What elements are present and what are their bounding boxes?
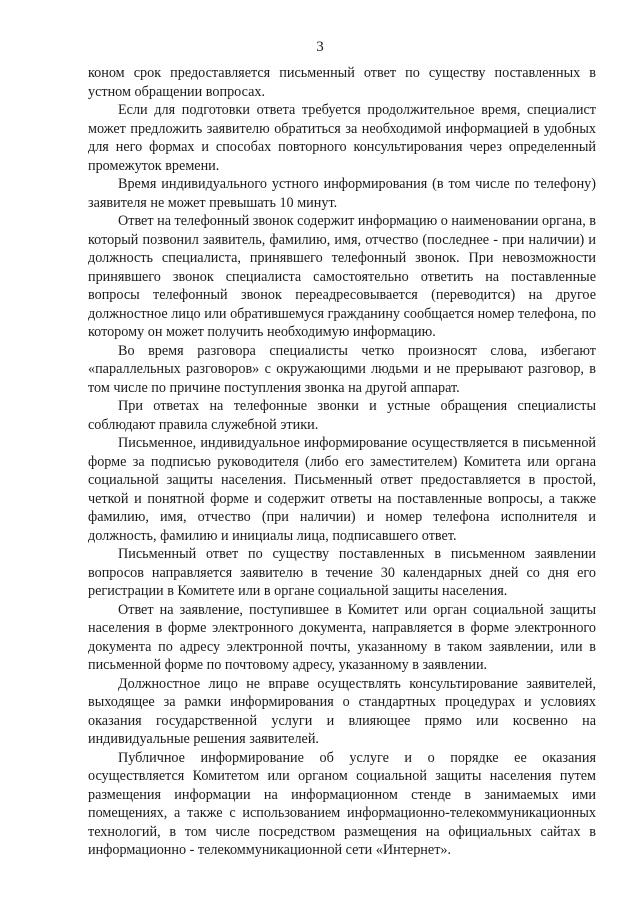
paragraph-11: Публичное информирование об услуге и о порядке ее оказания осуществляется Комитетом или органом социальной защиты населения путем размещения информации на информационном стенде в занимаемых ими помещениях, а также с использованием информационно-телекоммуникационных технологий, в том числе посредством размещения на официальных сайтах в информационно - телекоммуникационной сети «Интернет». (88, 749, 596, 858)
paragraph-8: Письменный ответ по существу поставленных в письменном заявлении вопросов направляется заявителю в течение 30 календарных дней со дня его регистрации в Комитете или в органе социальной защиты населения. (88, 546, 596, 599)
paragraph-9: Ответ на заявление, поступившее в Комитет или орган социальной защиты населения в форме электронного документа, направляется в форме электронного документа по адресу электронной почты, указанному в таком заявлении, или в письменной форме по почтовому адресу, указанному в заявлении. (88, 601, 596, 673)
page-number: 3 (316, 39, 324, 55)
paragraph-2: Если для подготовки ответа требуется продолжительное время, специалист может предложить заявителю обратиться за необходимой информацией в удобных для него формах и способах повторного консультирования через определенный промежуток времени. (88, 102, 596, 174)
document-body (88, 64, 596, 860)
paragraph-1: коном срок предоставляется письменный ответ по существу поставленных в устном обращении вопросах. (88, 65, 596, 100)
paragraph-10: Должностное лицо не вправе осуществлять консультирование заявителей, выходящее за рамки информирования о стандартных процедурах и условиях оказания государственной услуги и влияющее прямо или косвенно на индивидуальные решения заявителей. (88, 675, 596, 747)
paragraph-6: При ответах на телефонные звонки и устные обращения специалисты соблюдают правила служебной этики. (88, 398, 596, 433)
paragraph-3: Время индивидуального устного информирования (в том числе по телефону) заявителя не может превышать 10 минут. (88, 176, 596, 211)
paragraph-4: Ответ на телефонный звонок содержит информацию о наименовании органа, в который позвонил заявитель, фамилию, имя, отчество (последнее - при наличии) и должность специалиста, принявшего телефонный звонок. При невозможности принявшего звонок специалиста самостоятельно ответить на поставленные вопросы телефонный звонок переадресовывается (переводится) на другое должностное лицо или обратившемуся гражданину сообщается номер телефона, по которому он может получить необходимую информацию. (88, 213, 596, 340)
paragraph-5: Во время разговора специалисты четко произносят слова, избегают «параллельных разговоров» с окружающими людьми и не прерывают разговор, в том числе по причине поступления звонка на другой аппарат. (88, 342, 596, 396)
paragraph-7: Письменное, индивидуальное информирование осуществляется в письменной форме за подписью руководителя (либо его заместителем) Комитета или органа социальной защиты населения. Письменный ответ предоставляется в простой, четкой и понятной форме и содержит ответы на поставленные вопросы, а также фамилию, имя, отчество (при наличии) и номер телефона исполнителя и должность, фамилию и инициалы лица, подписавшего ответ. (88, 435, 596, 544)
